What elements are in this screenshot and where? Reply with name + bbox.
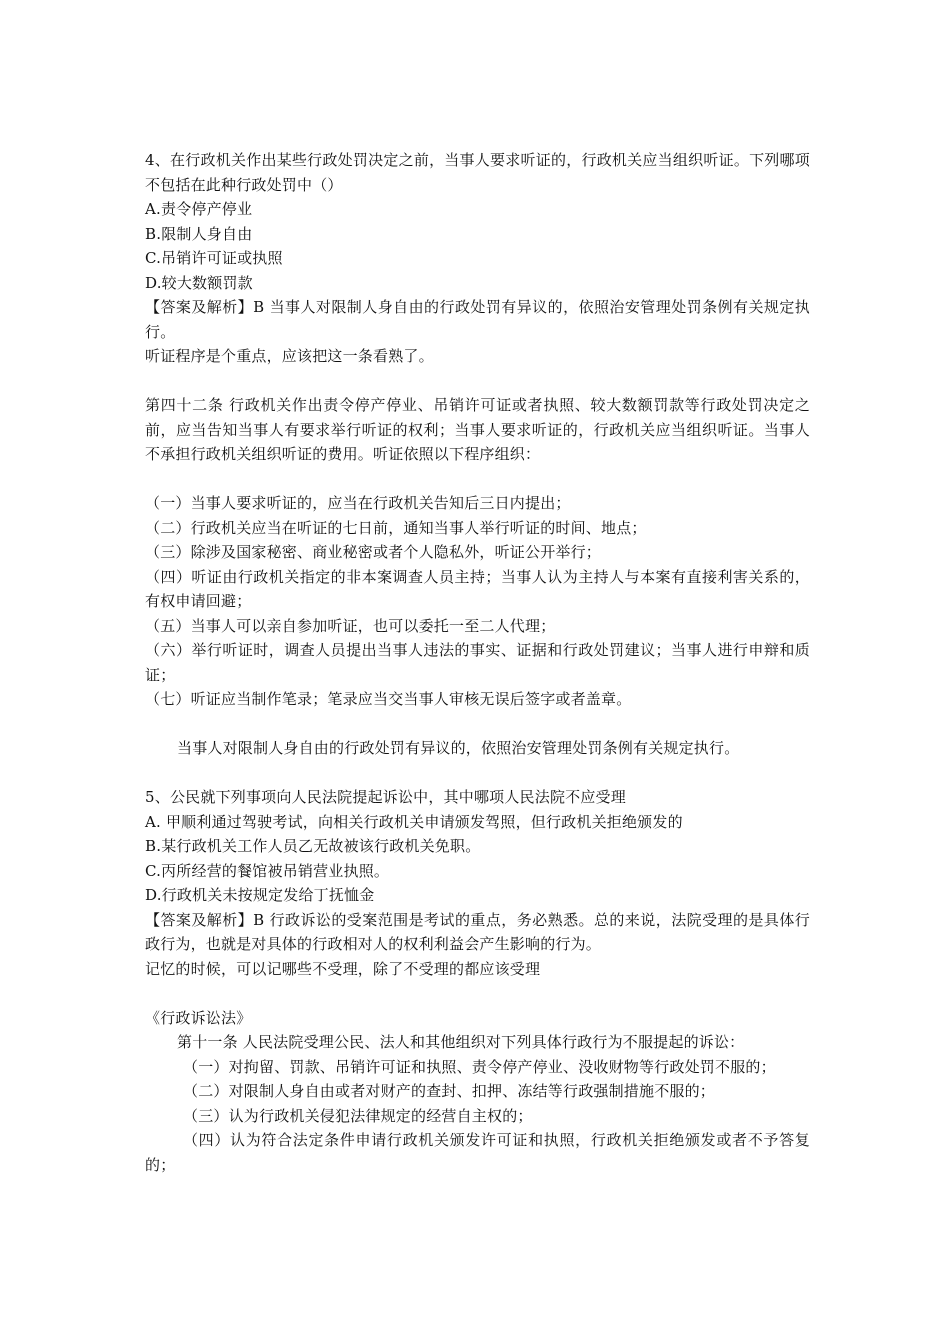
procedure-item: （三）除涉及国家秘密、商业秘密或者个人隐私外，听证公开举行；	[145, 543, 602, 561]
q4-answer-analysis: 【答案及解析】B 当事人对限制人身自由的行政处罚有异议的，依照治安管理处罚条例有关规定执行。	[145, 298, 810, 341]
procedure-item: （六）举行听证时，调查人员提出当事人违法的事实、证据和行政处罚建议；当事人进行申辩和质证；	[145, 641, 810, 684]
law-title: 《行政诉讼法》	[145, 1008, 252, 1027]
procedure-item: （七）听证应当制作笔录；笔录应当交当事人审核无误后签字或者盖章。	[145, 690, 632, 708]
document-page	[145, 148, 810, 1177]
q5-answer-analysis: 【答案及解析】B 行政诉讼的受案范围是考试的重点，务必熟悉。总的来说，法院受理的是具体行政行为，也就是对具体的行政相对人的权利利益会产生影响的行为。	[145, 910, 810, 953]
q4-option-d: D.较大数额罚款	[145, 273, 253, 292]
article-11-item: （二）对限制人身自由或者对财产的查封、扣押、冻结等行政强制措施不服的；	[183, 1082, 716, 1100]
article-42-text: 第四十二条 行政机关作出责令停产停业、吊销许可证或者执照、较大数额罚款等行政处罚决定之前，应当告知当事人有要求举行听证的权利；当事人要求听证的，行政机关应当组织听证。当事人不承担行政机关组织听证的费用。听证依照以下程序组织：	[145, 396, 810, 463]
spacer	[145, 712, 810, 737]
q4-option-b: B.限制人身自由	[145, 224, 253, 243]
q4-option-a: A.责令停产停业	[145, 200, 253, 218]
q5-option-b: B.某行政机关工作人员乙无故被该行政机关免职。	[145, 837, 481, 855]
q4-option-c: C.吊销许可证或执照	[145, 249, 283, 267]
spacer	[145, 467, 810, 492]
q5-option-a: A. 甲顺利通过驾驶考试，向相关行政机关申请颁发驾照，但行政机关拒绝颁发的	[145, 812, 683, 831]
article-11-item: （一）对拘留、罚款、吊销许可证和执照、责令停产停业、没收财物等行政处罚不服的；	[183, 1057, 776, 1076]
procedure-item: （二）行政机关应当在听证的七日前，通知当事人举行听证的时间、地点；	[145, 518, 647, 537]
article-11-item: （三）认为行政机关侵犯法律规定的经营自主权的；	[183, 1106, 533, 1125]
spacer	[145, 761, 810, 786]
q4-study-note: 听证程序是个重点，应该把这一条看熟了。	[145, 347, 434, 365]
q5-study-note: 记忆的时候，可以记哪些不受理，除了不受理的都应该受理	[145, 959, 541, 978]
article-11-text: 第十一条 人民法院受理公民、法人和其他组织对下列具体行政行为不服提起的诉讼：	[177, 1033, 745, 1051]
q5-option-d: D.行政机关未按规定发给丁抚恤金	[145, 886, 375, 904]
spacer	[145, 369, 810, 394]
question-5-text: 5、公民就下列事项向人民法院提起诉讼中，其中哪项人民法院不应受理	[145, 788, 626, 806]
q4-closing-paragraph: 当事人对限制人身自由的行政处罚有异议的，依照治安管理处罚条例有关规定执行。	[177, 739, 740, 757]
spacer	[145, 981, 810, 1006]
procedure-item: （四）听证由行政机关指定的非本案调查人员主持；当事人认为主持人与本案有直接利害关系的，有权申请回避；	[145, 567, 810, 610]
procedure-item: （一）当事人要求听证的，应当在行政机关告知后三日内提出；	[145, 494, 571, 512]
q5-option-c: C.丙所经营的餐馆被吊销营业执照。	[145, 861, 390, 880]
procedure-item: （五）当事人可以亲自参加听证，也可以委托一至二人代理；	[145, 616, 556, 635]
question-4-text: 4、在行政机关作出某些行政处罚决定之前，当事人要求听证的，行政机关应当组织听证。下列哪项不包括在此种行政处罚中（）	[145, 151, 810, 194]
article-11-item: （四）认为符合法定条件申请行政机关颁发许可证和执照，行政机关拒绝颁发或者不予答复的；	[145, 1131, 810, 1174]
